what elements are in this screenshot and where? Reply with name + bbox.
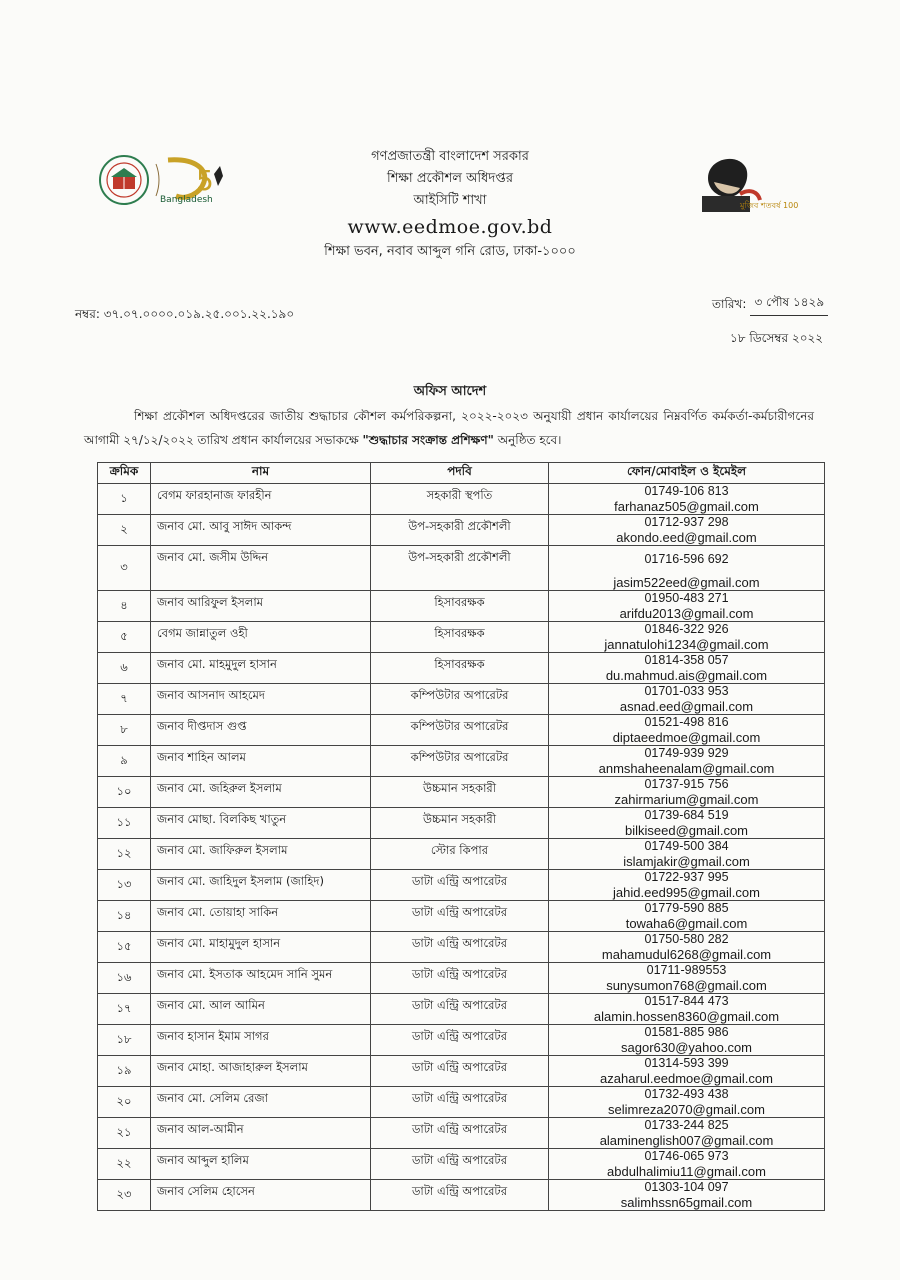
staff-designation: ডাটা এন্ট্রি অপারেটর bbox=[371, 1118, 549, 1149]
office-address: শিক্ষা ভবন, নবাব আব্দুল গনি রোড, ঢাকা-১০০০ bbox=[324, 244, 576, 259]
email-address[interactable]: diptaeedmoe@gmail.com bbox=[612, 730, 761, 745]
table-row bbox=[98, 715, 825, 746]
email-address[interactable]: azaharul.eedmoe@gmail.com bbox=[600, 1071, 773, 1086]
department-name: শিক্ষা প্রকৌশল অধিদপ্তর bbox=[386, 171, 514, 186]
staff-contact bbox=[549, 622, 825, 653]
staff-name: জনাব মো. সেলিম রেজা bbox=[151, 1087, 371, 1118]
table-row bbox=[98, 1025, 825, 1056]
staff-contact bbox=[549, 994, 825, 1025]
staff-name: জনাব মো. তোয়াহা সাকিন bbox=[151, 901, 371, 932]
serial-number: ২৩ bbox=[98, 1180, 151, 1211]
staff-name: জনাব সেলিম হোসেন bbox=[151, 1180, 371, 1211]
staff-contact bbox=[549, 746, 825, 777]
serial-number: ১১ bbox=[98, 808, 151, 839]
email-address[interactable]: zahirmarium@gmail.com bbox=[614, 792, 759, 807]
staff-name: জনাব মো. আবু সাঈদ আকন্দ bbox=[151, 515, 371, 546]
phone-number: 01303-104 097 bbox=[644, 1180, 729, 1194]
serial-number: ১২ bbox=[98, 839, 151, 870]
serial-number: ২০ bbox=[98, 1087, 151, 1118]
training-title: "শুদ্ধাচার সংক্রান্ত প্রশিক্ষণ" bbox=[362, 433, 494, 447]
email-address[interactable]: towaha6@gmail.com bbox=[625, 916, 748, 931]
staff-designation: সহকারী স্থপতি bbox=[371, 484, 549, 515]
staff-designation: স্টোর কিপার bbox=[371, 839, 549, 870]
table-row bbox=[98, 746, 825, 777]
phone-number: 01581-885 986 bbox=[644, 1025, 729, 1039]
email-address[interactable]: jahid.eed995@gmail.com bbox=[613, 885, 760, 900]
email-address[interactable]: jannatulohi1234@gmail.com bbox=[604, 637, 769, 652]
table-row bbox=[98, 932, 825, 963]
email-address[interactable]: bilkiseed@gmail.com bbox=[624, 823, 749, 838]
staff-contact bbox=[549, 515, 825, 546]
date-gregorian: ১৮ ডিসেম্বর ২০২২ bbox=[730, 331, 824, 345]
staff-designation: ডাটা এন্ট্রি অপারেটর bbox=[371, 963, 549, 994]
phone-number: 01517-844 473 bbox=[644, 994, 729, 1008]
staff-name: জনাব মো. মাহামুদুল হাসান bbox=[151, 932, 371, 963]
staff-designation: ডাটা এন্ট্রি অপারেটর bbox=[371, 1056, 549, 1087]
staff-name: জনাব মোছা. বিলকিছ খাতুন bbox=[151, 808, 371, 839]
col-serial-header: ক্রমিক bbox=[98, 463, 151, 484]
staff-contact bbox=[549, 653, 825, 684]
email-address[interactable]: salimhssn65gmail.com bbox=[620, 1195, 753, 1210]
serial-number: ১ bbox=[98, 484, 151, 515]
staff-designation: ডাটা এন্ট্রি অপারেটর bbox=[371, 1180, 549, 1211]
staff-contact bbox=[549, 591, 825, 622]
government-name: গণপ্রজাতন্ত্রী বাংলাদেশ সরকার bbox=[371, 149, 529, 164]
phone-number: 01711-989553 bbox=[646, 963, 727, 977]
serial-number: ১৬ bbox=[98, 963, 151, 994]
staff-contact bbox=[549, 1056, 825, 1087]
staff-name: জনাব মোহা. আজাহারুল ইসলাম bbox=[151, 1056, 371, 1087]
staff-designation: হিসাবরক্ষক bbox=[371, 653, 549, 684]
table-header-row bbox=[98, 463, 825, 484]
table-row bbox=[98, 1087, 825, 1118]
date-block bbox=[712, 294, 842, 350]
date-bangla: ৩ পৌষ ১৪২৯ bbox=[750, 294, 828, 316]
staff-name: জনাব আসনাদ আহমেদ bbox=[151, 684, 371, 715]
col-name-header: নাম bbox=[151, 463, 371, 484]
staff-designation: ডাটা এন্ট্রি অপারেটর bbox=[371, 901, 549, 932]
staff-designation: কম্পিউটার অপারেটর bbox=[371, 746, 549, 777]
staff-designation: ডাটা এন্ট্রি অপারেটর bbox=[371, 1087, 549, 1118]
staff-contact bbox=[549, 1149, 825, 1180]
phone-number: 01716-596 692 bbox=[644, 552, 729, 566]
branch-name: আইসিটি শাখা bbox=[413, 193, 487, 208]
website-link[interactable]: www.eedmoe.gov.bd bbox=[347, 216, 553, 238]
staff-contact bbox=[549, 1087, 825, 1118]
staff-designation: হিসাবরক্ষক bbox=[371, 591, 549, 622]
staff-designation: উপ-সহকারী প্রকৌশলী bbox=[371, 515, 549, 546]
staff-designation: হিসাবরক্ষক bbox=[371, 622, 549, 653]
svg-text:5: 5 bbox=[196, 164, 214, 197]
phone-number: 01950-483 271 bbox=[644, 591, 729, 605]
staff-name: জনাব শাহিন আলম bbox=[151, 746, 371, 777]
phone-number: 01846-322 926 bbox=[644, 622, 729, 636]
staff-contact bbox=[549, 1025, 825, 1056]
serial-number: ১০ bbox=[98, 777, 151, 808]
phone-number: 01733-244 825 bbox=[644, 1118, 729, 1132]
table-row bbox=[98, 546, 825, 591]
order-text-end: অনুষ্ঠিত হবে। bbox=[493, 433, 562, 447]
staff-name: জনাব মো. আল আমিন bbox=[151, 994, 371, 1025]
table-row bbox=[98, 1118, 825, 1149]
table-row bbox=[98, 684, 825, 715]
phone-number: 01314-593 399 bbox=[644, 1056, 729, 1070]
staff-contact bbox=[549, 932, 825, 963]
staff-designation: উচ্চমান সহকারী bbox=[371, 777, 549, 808]
phone-number: 01749-939 929 bbox=[644, 746, 729, 760]
serial-number: ৭ bbox=[98, 684, 151, 715]
email-address[interactable]: anmshaheenalam@gmail.com bbox=[598, 761, 775, 776]
staff-designation: উপ-সহকারী প্রকৌশলী bbox=[371, 546, 549, 591]
table-row bbox=[98, 808, 825, 839]
staff-name: জনাব আব্দুল হালিম bbox=[151, 1149, 371, 1180]
staff-name: জনাব মো. ইসতাক আহমেদ সানি সুমন bbox=[151, 963, 371, 994]
staff-name: জনাব মো. জহিরুল ইসলাম bbox=[151, 777, 371, 808]
staff-contact bbox=[549, 484, 825, 515]
staff-contact bbox=[549, 684, 825, 715]
table-row bbox=[98, 963, 825, 994]
serial-number: ১৩ bbox=[98, 870, 151, 901]
table-row bbox=[98, 653, 825, 684]
staff-designation: ডাটা এন্ট্রি অপারেটর bbox=[371, 1149, 549, 1180]
email-address[interactable]: farhanaz505@gmail.com bbox=[614, 499, 759, 514]
table-row bbox=[98, 1180, 825, 1211]
phone-number: 01722-937 995 bbox=[644, 870, 729, 884]
serial-number: ৯ bbox=[98, 746, 151, 777]
table-row bbox=[98, 870, 825, 901]
serial-number: ১৪ bbox=[98, 901, 151, 932]
table-row bbox=[98, 1149, 825, 1180]
table-row bbox=[98, 622, 825, 653]
svg-text:মুজিব শতবর্ষ 100: মুজিব শতবর্ষ 100 bbox=[740, 201, 799, 210]
letterhead bbox=[0, 146, 900, 263]
email-address[interactable]: du.mahmud.ais@gmail.com bbox=[605, 668, 768, 683]
staff-designation: ডাটা এন্ট্রি অপারেটর bbox=[371, 994, 549, 1025]
svg-text:Bangladesh: Bangladesh bbox=[160, 195, 213, 205]
staff-contact bbox=[549, 715, 825, 746]
email-address[interactable]: islamjakir@gmail.com bbox=[623, 854, 750, 869]
staff-contact bbox=[549, 870, 825, 901]
email-address[interactable]: alamin.hossen8360@gmail.com bbox=[593, 1009, 780, 1024]
staff-name: জনাব মো. জাফিরুল ইসলাম bbox=[151, 839, 371, 870]
staff-name: বেগম ফারহানাজ ফারহীন bbox=[151, 484, 371, 515]
staff-designation: কম্পিউটার অপারেটর bbox=[371, 684, 549, 715]
email-address[interactable]: abdulhalimiu11@gmail.com bbox=[607, 1164, 766, 1179]
memo-number: নম্বর: ৩৭.০৭.০০০০.০১৯.২৫.০০১.২২.১৯০ bbox=[75, 307, 295, 321]
order-title: অফিস আদেশ bbox=[413, 384, 487, 399]
staff-designation: কম্পিউটার অপারেটর bbox=[371, 715, 549, 746]
serial-number: ৫ bbox=[98, 622, 151, 653]
table-row bbox=[98, 901, 825, 932]
phone-number: 01749-500 384 bbox=[644, 839, 729, 853]
phone-number: 01521-498 816 bbox=[644, 715, 729, 729]
staff-name: জনাব হাসান ইমাম সাগর bbox=[151, 1025, 371, 1056]
serial-number: ৮ bbox=[98, 715, 151, 746]
staff-designation: ডাটা এন্ট্রি অপারেটর bbox=[371, 1025, 549, 1056]
staff-designation: ডাটা এন্ট্রি অপারেটর bbox=[371, 932, 549, 963]
phone-number: 01814-358 057 bbox=[644, 653, 729, 667]
staff-contact bbox=[549, 1180, 825, 1211]
phone-number: 01750-580 282 bbox=[644, 932, 729, 946]
staff-designation: উচ্চমান সহকারী bbox=[371, 808, 549, 839]
table-row bbox=[98, 591, 825, 622]
staff-contact bbox=[549, 963, 825, 994]
date-label: তারিখ: bbox=[712, 297, 747, 311]
participants-table bbox=[97, 462, 825, 1211]
staff-contact bbox=[549, 901, 825, 932]
table-row bbox=[98, 839, 825, 870]
phone-number: 01779-590 885 bbox=[644, 901, 729, 915]
email-address[interactable]: arifdu2013@gmail.com bbox=[619, 606, 754, 621]
email-address[interactable]: alaminenglish007@gmail.com bbox=[599, 1133, 774, 1148]
email-address[interactable]: asnad.eed@gmail.com bbox=[619, 699, 754, 714]
table-row bbox=[98, 1056, 825, 1087]
email-address[interactable]: sunysumon768@gmail.com bbox=[606, 978, 767, 993]
table-row bbox=[98, 515, 825, 546]
staff-name: বেগম জান্নাতুল ওহী bbox=[151, 622, 371, 653]
staff-contact bbox=[549, 808, 825, 839]
staff-name: জনাব আরিফুল ইসলাম bbox=[151, 591, 371, 622]
staff-name: জনাব মো. জসীম উদ্দিন bbox=[151, 546, 371, 591]
serial-number: ১৫ bbox=[98, 932, 151, 963]
phone-number: 01739-684 519 bbox=[644, 808, 729, 822]
staff-contact bbox=[549, 1118, 825, 1149]
table-row bbox=[98, 484, 825, 515]
serial-number: ৪ bbox=[98, 591, 151, 622]
serial-number: ২ bbox=[98, 515, 151, 546]
email-address[interactable]: selimreza2070@gmail.com bbox=[608, 1102, 765, 1117]
order-body bbox=[84, 404, 814, 452]
col-designation-header: পদবি bbox=[371, 463, 549, 484]
serial-number: ১৮ bbox=[98, 1025, 151, 1056]
serial-number: ১৯ bbox=[98, 1056, 151, 1087]
staff-name: জনাব মো. মাহমুদুল হাসান bbox=[151, 653, 371, 684]
email-address[interactable]: akondo.eed@gmail.com bbox=[616, 530, 757, 545]
phone-number: 01746-065 973 bbox=[644, 1149, 729, 1163]
staff-name: জনাব দীপ্তদাস গুপ্ত bbox=[151, 715, 371, 746]
serial-number: ১৭ bbox=[98, 994, 151, 1025]
staff-name: জনাব মো. জাহিদুল ইসলাম (জাহিদ) bbox=[151, 870, 371, 901]
order-text-start: শিক্ষা প্রকৌশল অধিদপ্তরের জাতীয় শুদ্ধাচার কৌশল কর্মপরিকল্পনা, ২০২২-২০২৩ অনুযায়ী প্রধান কার্যালয়ের নিম্নবর্ণিত কর্মকর্তা-কর্মচারীগনের আগামী ২৭/১২/২০২২ তারিখ প্রধান কার্যালয়ের সভাকক্ষে bbox=[84, 409, 814, 447]
staff-contact bbox=[549, 777, 825, 808]
phone-number: 01701-033 953 bbox=[644, 684, 729, 698]
serial-number: ৩ bbox=[98, 546, 151, 591]
serial-number: ৬ bbox=[98, 653, 151, 684]
staff-contact bbox=[549, 839, 825, 870]
table-row bbox=[98, 994, 825, 1025]
col-contact-header: ফোন/মোবাইল ও ইমেইল bbox=[549, 463, 825, 484]
staff-designation: ডাটা এন্ট্রি অপারেটর bbox=[371, 870, 549, 901]
staff-name: জনাব আল-আমীন bbox=[151, 1118, 371, 1149]
staff-contact bbox=[549, 546, 825, 591]
email-address[interactable]: jasim522eed@gmail.com bbox=[613, 575, 760, 590]
serial-number: ২১ bbox=[98, 1118, 151, 1149]
phone-number: 01712-937 298 bbox=[644, 515, 729, 529]
email-address[interactable]: sagor630@yahoo.com bbox=[621, 1040, 752, 1055]
email-address[interactable]: mahamudul6268@gmail.com bbox=[601, 947, 772, 962]
phone-number: 01737-915 756 bbox=[644, 777, 729, 791]
phone-number: 01749-106 813 bbox=[644, 484, 729, 498]
phone-number: 01732-493 438 bbox=[644, 1087, 729, 1101]
serial-number: ২২ bbox=[98, 1149, 151, 1180]
table-row bbox=[98, 777, 825, 808]
